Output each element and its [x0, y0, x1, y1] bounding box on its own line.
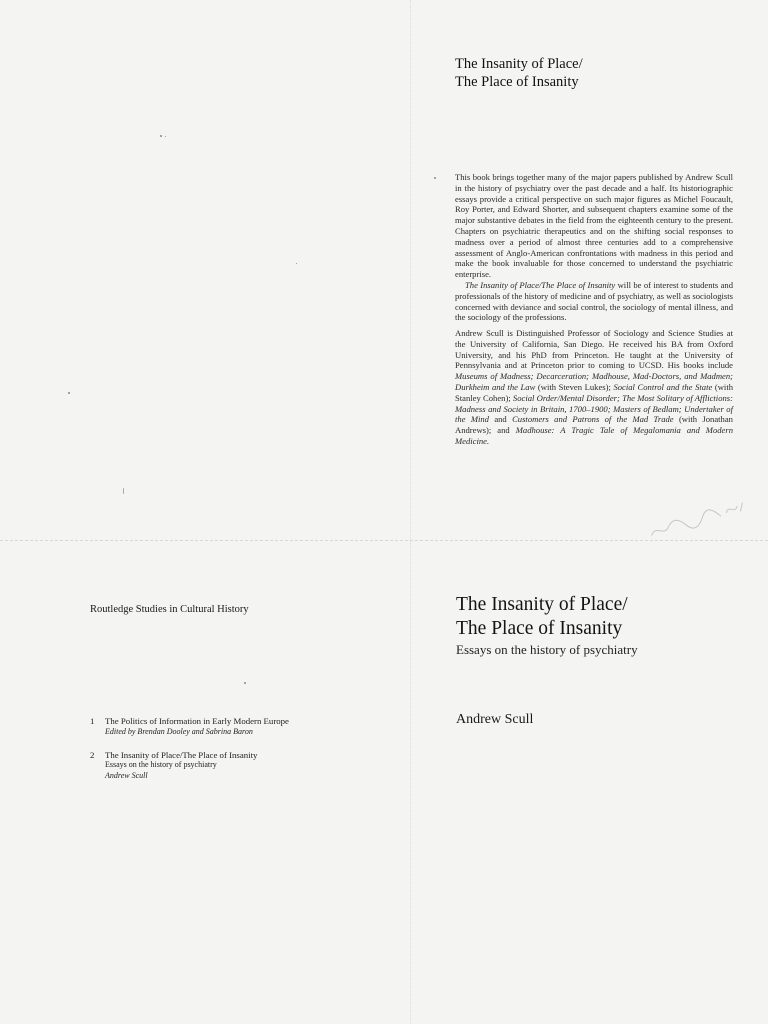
title-page-title: [456, 593, 628, 641]
scan-speck: [123, 488, 124, 494]
bio-book-title: Social Order/Mental Disorder; The Most Solitary of Afflictions: Madness and Society in Britain, 1700–1900; Masters of Bedlam; Undertaker of the Mind: [455, 392, 733, 425]
blurb-paragraph-2-text: will be of interest to students and professionals of the history of medicine and of psychiatry, as well as sociologists concerned with deviance and social control, the sociology of mental illness, and the sociology of the professions.: [455, 279, 733, 323]
scan-speck: [160, 135, 162, 137]
title-line-1: The Insanity of Place/: [456, 594, 628, 615]
blurb-paragraph-1: This book brings together many of the major papers published by Andrew Scull in the history of psychiatry over the past decade and a half. Its historiographic essays provide a critical perspective on such major figures as Michel Foucault, Roy Porter, and Edward Shorter, and subsequent chapters examine some of the major substantive debates in the field from the eighteenth century to the present. Chapters on psychiatric therapeutics and on the shifting social responses to madness over a period of almost three centuries add to a comprehensive assessment of Anglo-American confrontations with madness in this period and make the book invaluable for those concerned to understand the psychiatric enterprise.: [455, 172, 733, 280]
scan-speck: [296, 263, 297, 264]
series-item-number: 1: [90, 716, 95, 726]
back-cover-title-line2: The Place of Insanity: [455, 74, 579, 90]
scan-speck: [165, 136, 166, 137]
bio-text-segment: (with Steven Lukes);: [535, 381, 614, 392]
back-cover-title: [455, 55, 583, 91]
title-line-2: The Place of Insanity: [456, 618, 623, 639]
bio-text-segment: and: [488, 414, 513, 425]
series-item-1: [90, 716, 350, 738]
series-item-title: The Insanity of Place/The Place of Insanity: [105, 749, 258, 760]
series-item-editors: Andrew Scull: [105, 771, 148, 781]
author-bio-text: is Distinguished Professor of Sociology and Science Studies at the University of California, San Diego. He received his BA from Oxford University, and his PhD from Princeton. He taught at the University of Pennsylvania and at Princeton prior to coming to UCSD. His books include: [455, 328, 733, 371]
blurb-book-title: The Insanity of Place/The Place of Insanity: [465, 279, 616, 290]
back-cover-blurb: [455, 172, 733, 323]
bio-book-title: Madhouse: A Tragic Tale of Megalomania and Modern Medicine.: [455, 425, 734, 446]
author-bio-books: [455, 371, 733, 446]
blurb-paragraph-2: [455, 280, 733, 323]
back-cover-title-line1: The Insanity of Place/: [455, 56, 583, 72]
bio-book-title: Customers and Patrons of the Mad Trade: [512, 414, 674, 425]
bio-text-segment: (with Jonathan Andrews); and: [455, 414, 733, 436]
page-fold-vertical: [410, 0, 411, 1024]
title-page-author: Andrew Scull: [456, 712, 534, 727]
scan-speck: [244, 682, 246, 684]
series-title: Routledge Studies in Cultural History: [90, 604, 249, 615]
bio-text-segment: (with Stanley Cohen);: [455, 381, 734, 403]
series-item-editors: Edited by Brendan Dooley and Sabrina Baron: [105, 726, 253, 736]
bio-book-title: Museums of Madness; Decarceration; Madhouse, Mad-Doctors, and Madmen; Durkheim and the Law: [455, 371, 733, 392]
title-page-subtitle: Essays on the history of psychiatry: [456, 642, 638, 657]
author-bio-paragraph: [455, 328, 733, 447]
series-item-title: The Politics of Information in Early Modern Europe: [105, 716, 289, 726]
series-item-number: 2: [90, 749, 95, 760]
author-bio-name: Andrew Scull: [455, 328, 504, 338]
author-bio: [455, 328, 733, 447]
series-list: [90, 716, 350, 782]
series-item-2: [90, 750, 350, 782]
scan-speck: [434, 177, 436, 179]
bio-book-title: Social Control and the State: [613, 381, 713, 392]
scan-speck: [68, 392, 70, 394]
pencil-scribble: [646, 496, 750, 549]
series-item-subtitle: Essays on the history of psychiatry: [105, 760, 217, 770]
